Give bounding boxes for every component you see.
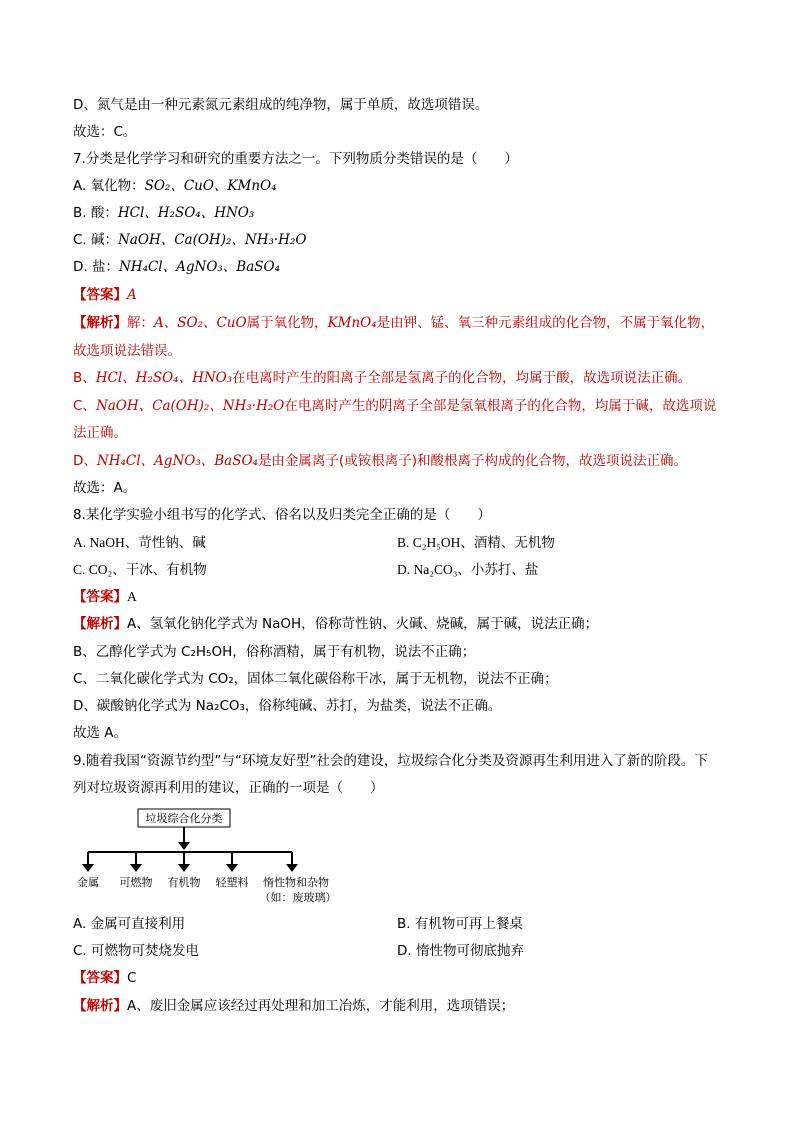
- diagram-item-organic: 有机物: [167, 876, 201, 889]
- text: 8.某化学实验小组书写的化学式、俗名以及归类完全正确的是（ ）: [73, 507, 491, 523]
- q8-final: [73, 724, 127, 742]
- q9-option-a: [73, 915, 185, 933]
- text: 故选项说法错误。: [73, 343, 181, 359]
- text: A、氢氧化钠化学式为 NaOH，俗称苛性钠、火碱、烧碱，属于碱，说法正确；: [127, 616, 599, 632]
- q9-answer: [73, 969, 136, 987]
- answer-value: A: [127, 287, 137, 303]
- text: 故选：A。: [73, 480, 137, 496]
- formula: KMnO₄: [327, 315, 377, 331]
- formula: NaOH、Ca(OH)₂、NH₃·H₂O: [118, 232, 307, 248]
- label: A. 氧化物：: [73, 178, 145, 194]
- formula: SO₂、CuO、KMnO₄: [144, 178, 277, 194]
- q7-explanation-1: [73, 314, 714, 332]
- q9-option-b: [397, 915, 523, 933]
- q8-option-b: [397, 534, 555, 552]
- formula: NH₄Cl、AgNO₃、BaSO₄: [118, 259, 281, 275]
- q7-explanation-4: [73, 397, 716, 415]
- text: 法正确。: [73, 425, 127, 441]
- prev-answer: [73, 123, 136, 141]
- formula: HCl、H₂SO₄、HNO₃: [117, 205, 255, 221]
- answer-value: C: [127, 970, 137, 986]
- formula: A、SO₂、CuO: [154, 315, 247, 331]
- text: B. C₂H₅OH、酒精、无机物: [397, 535, 555, 550]
- text: B、乙醇化学式为 C₂H₅OH，俗称酒精，属于有机物，说法不正确；: [73, 644, 476, 660]
- text: D、氮气是由一种元素氮元素组成的纯净物，属于单质，故选项错误。: [73, 97, 489, 113]
- answer-tag: 【答案】: [73, 287, 127, 303]
- q9-option-c: [73, 942, 199, 960]
- text: D. 惰性物可彻底抛弃: [397, 943, 524, 959]
- explanation-tag: 【解析】: [73, 998, 127, 1014]
- answer-value: A: [127, 589, 137, 604]
- q9-option-d: [397, 942, 524, 960]
- text: C. 可燃物可焚烧发电: [73, 943, 200, 959]
- text: 9.随着我国“资源节约型”与“环境友好型”社会的建设，垃圾综合化分类及资源再生利用进入了新的阶段。下: [73, 753, 708, 769]
- text: 在电离时产生的阳离子全部是氢离子的化合物，均属于酸，故选项说法正确。: [232, 370, 692, 386]
- q8-explanation-3: [73, 670, 558, 688]
- text: A、废旧金属应该经过再处理和加工冶炼，才能利用，选项错误；: [127, 998, 515, 1014]
- q7-option-a: [73, 177, 277, 195]
- q8-explanation-4: [73, 697, 501, 715]
- text: A. NaOH、苛性钠、碱: [73, 535, 206, 550]
- q7-option-b: [73, 204, 254, 222]
- text: 属于氧化物，: [246, 315, 328, 331]
- answer-tag: 【答案】: [73, 589, 127, 605]
- text: D、碳酸钠化学式为 Na₂CO₃，俗称纯碱、苏打，为盐类，说法不正确。: [73, 698, 502, 714]
- q7-option-c: [73, 231, 306, 249]
- diagram-item-metal: 金属: [77, 876, 99, 889]
- q7-explanation-2: [73, 342, 181, 360]
- text: D. Na₂CO₃、小苏打、盐: [397, 562, 539, 577]
- explanation-tag: 【解析】: [73, 315, 127, 331]
- text: C、二氧化碳化学式为 CO₂，固体二氧化碳俗称干冰，属于无机物，说法不正确；: [73, 671, 558, 687]
- text: 在电离时产生的阴离子全部是氢氧根离子的化合物，均属于碱，故选项说: [284, 398, 717, 414]
- q7-option-d: [73, 258, 280, 276]
- text: D、: [73, 453, 97, 469]
- text: C. CO₂、干冰、有机物: [73, 562, 207, 577]
- diagram-item-inert-note: （如：废玻璃）: [259, 891, 337, 904]
- label: B. 酸：: [73, 205, 118, 221]
- text: A. 金属可直接利用: [73, 916, 186, 932]
- q7-final: [73, 479, 136, 497]
- text: B、: [73, 370, 96, 386]
- q8-option-a: [73, 534, 206, 552]
- diagram-branches: [82, 852, 298, 872]
- q8-stem: [73, 506, 491, 524]
- answer-tag: 【答案】: [73, 970, 127, 986]
- text: 故选：C。: [73, 124, 137, 140]
- q7-stem: [73, 150, 518, 168]
- q9-stem-1: [73, 752, 708, 770]
- label: D. 盐：: [73, 259, 119, 275]
- text: C、: [73, 398, 96, 414]
- q8-option-c: [73, 561, 207, 579]
- diagram-item-inert: 惰性物和杂物: [263, 876, 329, 889]
- diagram-item-light-plastic: 轻塑料: [215, 876, 249, 889]
- text: 是由钾、锰、氧三种元素组成的化合物，不属于氧化物，: [376, 315, 715, 331]
- formula: NH₄Cl、AgNO₃、BaSO₄: [96, 453, 258, 469]
- q7-explanation-3: [73, 369, 691, 387]
- explanation-tag: 【解析】: [73, 616, 127, 632]
- q8-answer: [73, 588, 137, 606]
- formula: NaOH、Ca(OH)₂、NH₃·H₂O: [95, 398, 285, 414]
- text: 是由金属离子(或铵根离子)和酸根离子构成的化合物，故选项说法正确。: [257, 453, 687, 469]
- formula: HCl、H₂SO₄、HNO₃: [95, 370, 233, 386]
- text: 列对垃圾资源再利用的建议，正确的一项是（ ）: [73, 780, 384, 796]
- diagram-top-label: 垃圾综合化分类: [145, 812, 223, 825]
- q7-explanation-5: [73, 424, 127, 442]
- q8-explanation-1: [73, 615, 598, 633]
- q9-explanation-1: [73, 997, 514, 1015]
- q7-answer: [73, 286, 137, 304]
- diagram-item-combustible: 可燃物: [119, 876, 153, 889]
- text: 7.分类是化学学习和研究的重要方法之一。下列物质分类错误的是（ ）: [73, 151, 518, 167]
- text: 故选 A。: [73, 725, 128, 741]
- q8-explanation-2: [73, 643, 475, 661]
- q9-stem-2: [73, 779, 384, 797]
- waste-classification-diagram: [76, 806, 366, 906]
- q8-option-d: [397, 561, 538, 579]
- diagram-trunk-arrow: [178, 842, 190, 850]
- text: 解：: [127, 315, 154, 331]
- label: C. 碱：: [73, 232, 119, 248]
- q7-explanation-6: [73, 452, 687, 470]
- text: B. 有机物可再上餐桌: [397, 916, 523, 932]
- prev-option-d: [73, 96, 488, 114]
